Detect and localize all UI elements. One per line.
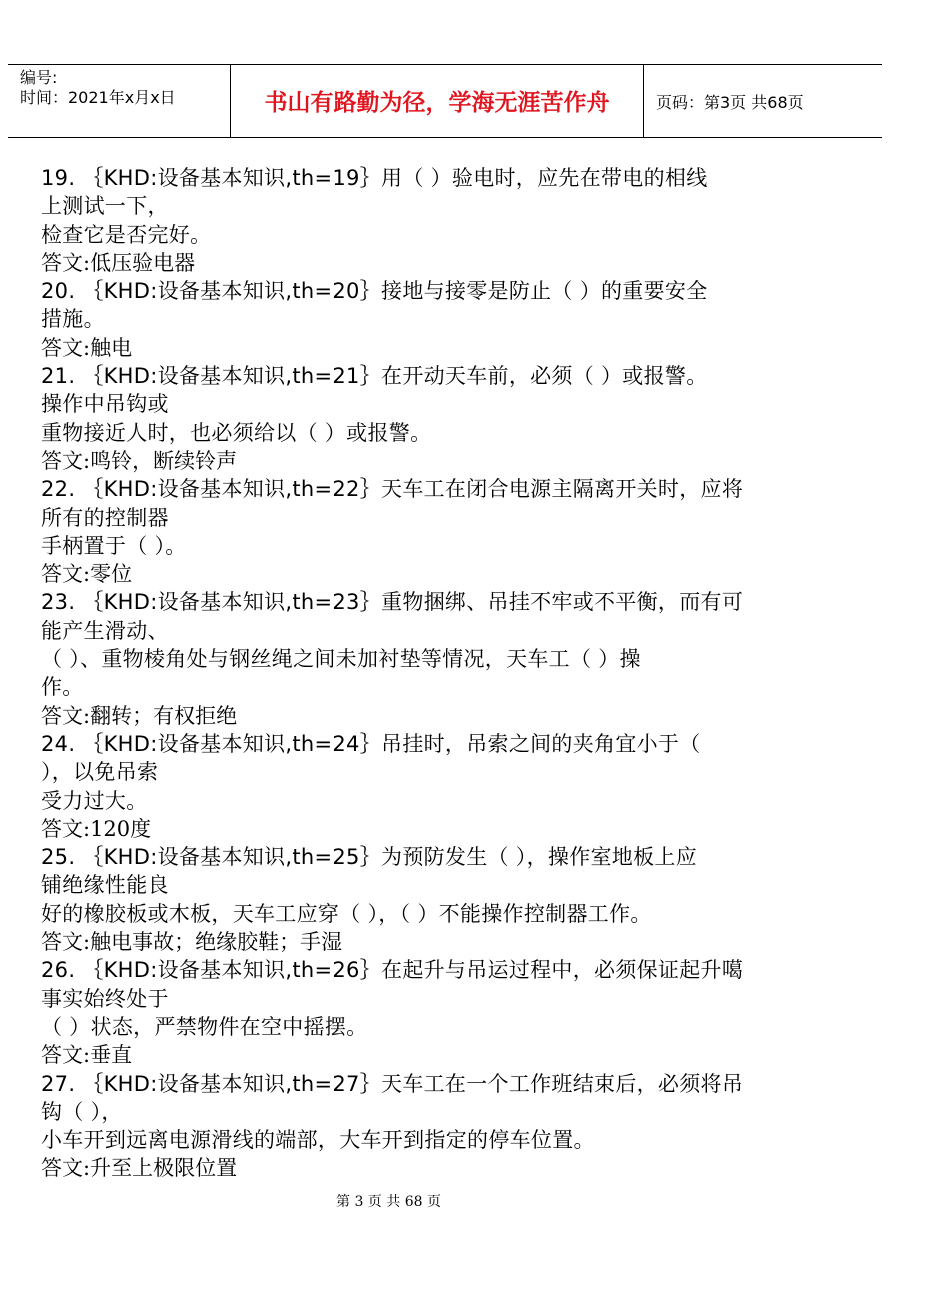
question-line: 25. ｛KHD:设备基本知识,th=25｝为预防发生（ ），操作室地板上应 <box>41 845 697 870</box>
question-line: 事实始终处于 <box>41 986 169 1011</box>
question-line: 20. ｛KHD:设备基本知识,th=20｝接地与接零是防止（ ）的重要安全 <box>41 279 708 304</box>
question-line: 受力过大。 <box>41 788 148 813</box>
answer-line: 答文:低压验电器 <box>41 250 196 275</box>
question-line: 23. ｛KHD:设备基本知识,th=23｝重物捆绑、吊挂不牢或不平衡，而有可 <box>41 590 744 615</box>
date-line: 时间：2021年x月x日 <box>20 88 176 107</box>
question-line: 钩（ ）， <box>41 1099 123 1124</box>
question-line: 21. ｛KHD:设备基本知识,th=21｝在开动天车前，必须（ ）或报警。 <box>41 364 708 389</box>
question-line: （ ）、重物棱角处与钢丝绳之间未加衬垫等情况，天车工（ ）操 <box>41 647 641 672</box>
question-line: 检查它是否完好。 <box>41 222 212 247</box>
header-motto: 书山有路勤为径，学海无涯苦作舟 <box>264 90 610 116</box>
question-line: 上测试一下， <box>41 194 169 219</box>
question-line: 27. ｛KHD:设备基本知识,th=27｝天车工在一个工作班结束后，必须将吊 <box>41 1071 744 1096</box>
question-line: 好的橡胶板或木板，天车工应穿（ ），（ ）不能操作控制器工作。 <box>41 901 652 926</box>
question-line: 小车开到远离电源滑线的端部，大车开到指定的停车位置。 <box>41 1128 595 1153</box>
question-line: 22. ｛KHD:设备基本知识,th=22｝天车工在闭合电源主隔离开关时，应将 <box>41 477 744 502</box>
answer-line: 答文:升至上极限位置 <box>41 1156 238 1181</box>
question-line: 措施。 <box>41 307 105 332</box>
answer-line: 答文:垂直 <box>41 1043 133 1068</box>
question-line: 24. ｛KHD:设备基本知识,th=24｝吊挂时，吊索之间的夹角宜小于（ <box>41 731 701 756</box>
serial-number-label: 编号: <box>20 68 58 87</box>
answer-line: 答文:翻转；有权拒绝 <box>41 703 238 728</box>
header-page-cell <box>644 65 882 137</box>
answer-line: 答文:触电事故；绝缘胶鞋；手湿 <box>41 930 343 955</box>
question-list <box>41 164 856 1183</box>
question-line: 26. ｛KHD:设备基本知识,th=26｝在起升与吊运过程中，必须保证起升噶 <box>41 958 744 983</box>
question-line: 能产生滑动、 <box>41 618 169 643</box>
question-line: 重物接近人时，也必须给以（ ）或报警。 <box>41 420 432 445</box>
question-line: 铺绝缘性能良 <box>41 873 169 898</box>
answer-line: 答文:触电 <box>41 335 133 360</box>
page-header <box>8 64 882 138</box>
page-footer: 第 3 页 共 68 页 <box>336 1194 441 1210</box>
question-line: 操作中吊钩或 <box>41 392 169 417</box>
question-line: 所有的控制器 <box>41 505 169 530</box>
question-line: 19. ｛KHD:设备基本知识,th=19｝用（ ）验电时，应先在带电的相线 <box>41 166 708 190</box>
question-line: （ ）状态，严禁物件在空中摇摆。 <box>41 1014 368 1039</box>
question-line: 作。 <box>41 675 84 700</box>
question-line: 手柄置于（ ）。 <box>41 533 187 558</box>
answer-line: 答文:鸣铃，断续铃声 <box>41 448 238 473</box>
answer-line: 答文:零位 <box>41 562 133 587</box>
answer-line: 答文:120度 <box>41 816 152 841</box>
header-page-info: 页码：第3页 共68页 <box>656 93 804 112</box>
header-motto-cell <box>230 65 644 137</box>
question-line: ），以免吊索 <box>41 760 159 785</box>
header-meta-cell <box>8 65 230 137</box>
